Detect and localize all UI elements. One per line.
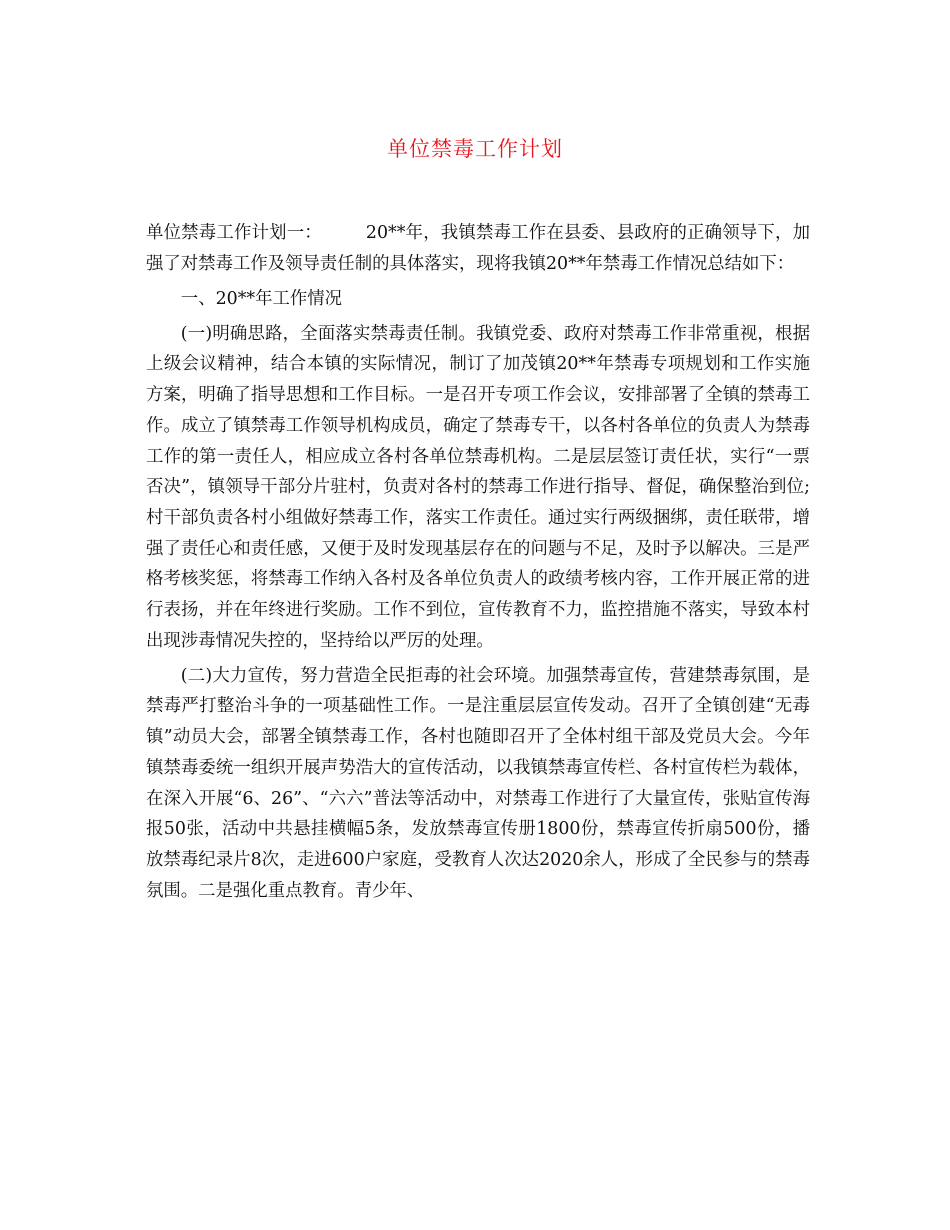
paragraph-responsibility: (一)明确思路，全面落实禁毒责任制。我镇党委、政府对禁毒工作非常重视，根据上级会议精神，结合本镇的实际情况，制订了加茂镇20**年禁毒专项规划和工作实施方案，明确了指导思想和工作目标。一是召开专项工作会议，安排部署了全镇的禁毒工作。成立了镇禁毒工作领导机构成员，确定了禁毒专干，以各村各单位的负责人为禁毒工作的第一责任人，相应成立各村各单位禁毒机构。二是层层签订责任状，实行“一票否决”，镇领导干部分片驻村，负责对各村的禁毒工作进行指导、督促，确保整治到位;村干部负责各村小组做好禁毒工作，落实工作责任。通过实行两级捆绑，责任联带，增强了责任心和责任感，又便于及时发现基层存在的问题与不足，及时予以解决。三是严格考核奖惩，将禁毒工作纳入各村及各单位负责人的政绩考核内容，工作开展正常的进行表扬，并在年终进行奖励。工作不到位，宣传教育不力，监控措施不落实，导致本村出现涉毒情况失控的，坚持给以严厉的处理。 bbox=[146, 323, 810, 651]
intro-paragraph bbox=[146, 218, 810, 279]
section-heading: 一、20**年工作情况 bbox=[180, 288, 343, 309]
document-body bbox=[146, 218, 810, 911]
intro-text: 20**年，我镇禁毒工作在县委、县政府的正确领导下，加强了对禁毒工作及领导责任制的具体落实，现将我镇20**年禁毒工作情况总结如下： bbox=[146, 223, 810, 274]
paragraph-publicity: (二)大力宣传，努力营造全民拒毒的社会环境。加强禁毒宣传，营建禁毒氛围，是禁毒严打整治斗争的一项基础性工作。一是注重层层宣传发动。召开了全镇创建“无毒镇”动员大会，部署全镇禁毒工作，各村也随即召开了全体村组干部及党员大会。今年镇禁毒委统一组织开展声势浩大的宣传活动，以我镇禁毒宣传栏、各村宣传栏为载体，在深入开展“6、26”、“六六”普法等活动中，对禁毒工作进行了大量宣传，张贴宣传海报50张，活动中共悬挂横幅5条，发放禁毒宣传册1800份，禁毒宣传折扇500份，播放禁毒纪录片8次，走进600户家庭，受教育人次达2020余人，形成了全民参与的禁毒氛围。二是强化重点教育。青少年、 bbox=[146, 665, 810, 901]
document-title: 单位禁毒工作计划 bbox=[387, 137, 563, 161]
intro-label: 单位禁毒工作计划一： bbox=[146, 223, 322, 243]
